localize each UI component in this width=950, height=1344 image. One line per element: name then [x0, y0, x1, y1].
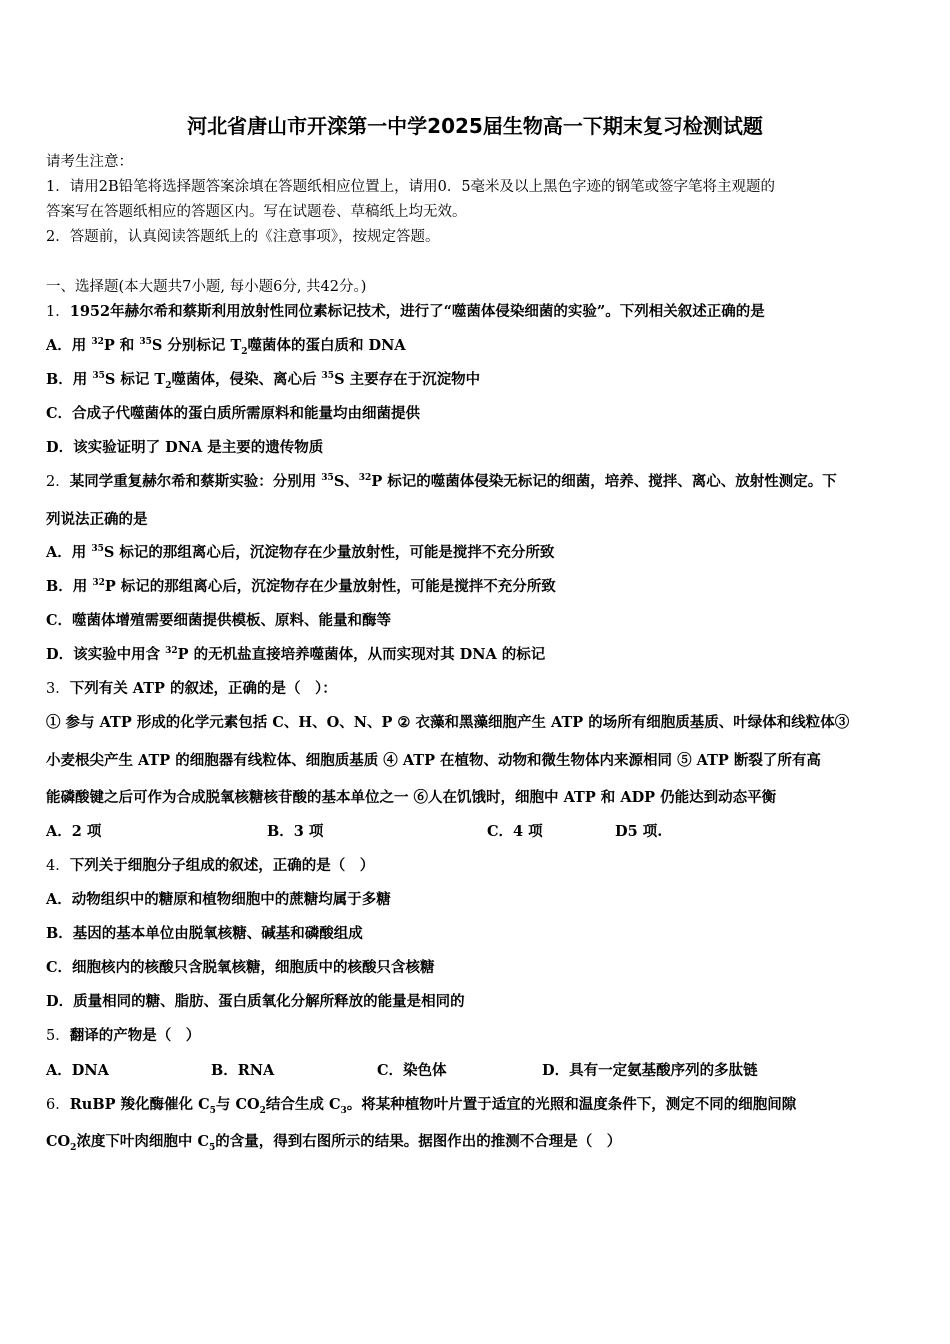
question-1-option-b: B．用 $^{35}$S 标记 $T_2$噬菌体，侵染、离心后 $^{35}$S 主要存在于沉淀物中 [46, 371, 481, 391]
question-3-statements-line-1: ① 参与 ATP 形成的化学元素包括 C、H、O、N、P ② 衣藻和黑藻细胞产生 ATP 的场所有细胞质基质、叶绿体和线粒体③ [46, 714, 850, 731]
question-number: 6． [46, 1097, 70, 1113]
question-3-stem: 3．下列有关 ATP 的叙述，正确的是（ ）： [46, 680, 337, 697]
question-5-option-b: B．RNA [211, 1062, 275, 1079]
question-3-option-a: A．2 项 [46, 823, 102, 840]
question-number: 4． [46, 858, 70, 874]
question-number: 5． [46, 1028, 70, 1044]
question-2-stem-line-2: 列说法正确的是 [46, 511, 148, 528]
notice-item-2: 2．答题前，认真阅读答题纸上的《注意事项》，按规定答题。 [46, 229, 440, 245]
question-1-stem: 1．1952年赫尔希和蔡斯利用放射性同位素标记技术，进行了“噬菌体侵染细菌的实验”。下列相关叙述正确的是 [46, 303, 765, 320]
notice-item-1-line-1: 1．请用2B铅笔将选择题答案涂填在答题纸相应位置上，请用0．5毫米及以上黑色字迹的钢笔或签字笔将主观题的 [46, 179, 776, 195]
question-number: 2． [46, 474, 70, 490]
question-6-stem-line-2: $CO_2$浓度下叶肉细胞中 $C_5$的含量，得到右图所示的结果。据图作出的推测不合理是（ ） [46, 1133, 622, 1153]
question-3-statements-line-3: 能磷酸键之后可作为合成脱氧核糖核苷酸的基本单位之一 ⑥人在饥饿时，细胞中 ATP 和 ADP 仍能达到动态平衡 [46, 789, 777, 806]
question-4-stem: 4．下列关于细胞分子组成的叙述，正确的是（ ） [46, 857, 375, 874]
question-5-option-d: D．具有一定氨基酸序列的多肽链 [542, 1062, 758, 1079]
question-2-option-b: B．用 $^{32}$P 标记的那组离心后，沉淀物存在少量放射性，可能是搅拌不充分所致 [46, 578, 556, 595]
notice-heading: 请考生注意： [46, 154, 133, 170]
question-4-option-c: C．细胞核内的核酸只含脱氧核糖，细胞质中的核酸只含核糖 [46, 959, 435, 976]
question-1-option-c: C．合成子代噬菌体的蛋白质所需原料和能量均由细菌提供 [46, 405, 421, 422]
section-heading: 一、选择题(本大题共7小题, 每小题6分, 共42分。) [46, 279, 367, 295]
question-3-statements-line-2: 小麦根尖产生 ATP 的细胞器有线粒体、细胞质基质 ④ ATP 在植物、动物和微生物体内来源相同 ⑤ ATP 断裂了所有高 [46, 752, 821, 769]
question-3-option-d: D5 项. [615, 823, 663, 840]
question-number: 3． [46, 681, 70, 697]
notice-item-1-line-2: 答案写在答题纸相应的答题区内。写在试题卷、草稿纸上均无效。 [46, 204, 467, 220]
question-1-option-a: A．用 $^{32}$P 和 $^{35}$S 分别标记 $T_2$噬菌体的蛋白质和 DNA [46, 337, 406, 357]
question-5-stem: 5．翻译的产物是（ ） [46, 1027, 201, 1044]
question-2-option-c: C．噬菌体增殖需要细菌提供模板、原料、能量和酶等 [46, 612, 392, 629]
question-4-option-d: D．质量相同的糖、脂肪、蛋白质氧化分解所释放的能量是相同的 [46, 993, 465, 1010]
question-3-option-b: B．3 项 [267, 823, 324, 840]
question-6-stem: 6．RuBP 羧化酶催化 $C_5$与 $CO_2$结合生成 $C_3$。将某种植物叶片置于适宜的光照和温度条件下，测定不同的细胞间隙 [46, 1096, 797, 1116]
question-number: 1． [46, 304, 70, 320]
question-2-option-a: A．用 $^{35}$S 标记的那组离心后，沉淀物存在少量放射性，可能是搅拌不充分所致 [46, 544, 555, 561]
question-5-option-a: A．DNA [46, 1062, 109, 1079]
question-5-option-c: C．染色体 [377, 1062, 447, 1079]
question-4-option-b: B．基因的基本单位由脱氧核糖、碱基和磷酸组成 [46, 925, 363, 942]
question-3-option-c: C．4 项 [487, 823, 543, 840]
question-2-option-d: D．该实验中用含 $^{32}$P 的无机盐直接培养噬菌体，从而实现对其 DNA 的标记 [46, 646, 546, 663]
question-2-stem: 2．某同学重复赫尔希和蔡斯实验：分别用 $^{35}$S、$^{32}$P 标记的噬菌体侵染无标记的细菌，培养、搅拌、离心、放射性测定。下 [46, 473, 837, 490]
question-4-option-a: A．动物组织中的糖原和植物细胞中的蔗糖均属于多糖 [46, 891, 391, 908]
page-title: 河北省唐山市开滦第一中学2025届生物高一下期末复习检测试题 [187, 114, 763, 138]
question-1-option-d: D．该实验证明了 DNA 是主要的遗传物质 [46, 439, 324, 456]
